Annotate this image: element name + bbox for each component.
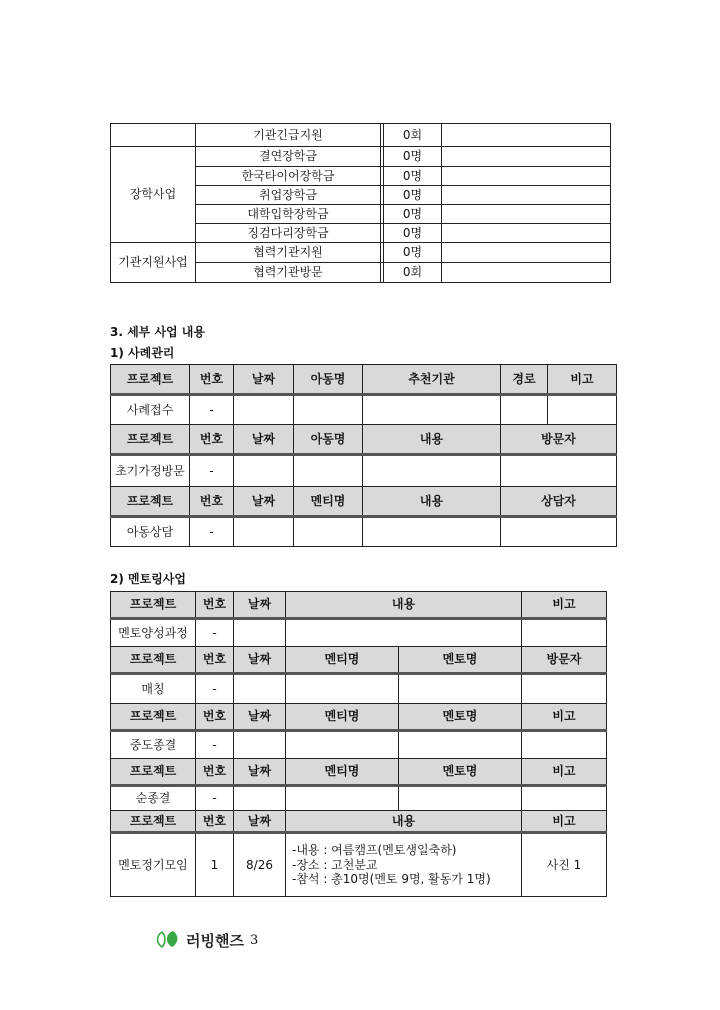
header-cell: 멘티명 (286, 647, 399, 674)
note-cell (442, 205, 611, 224)
header-row (111, 592, 607, 619)
item-cell: 결연장학금 (196, 147, 381, 167)
mentee-name-cell (286, 674, 399, 704)
count-cell: 0명 (384, 167, 442, 186)
project-cell: 중도종결 (111, 731, 196, 759)
leaf-logo-icon (156, 930, 182, 951)
item-cell: 협력기관방문 (196, 263, 381, 283)
number-cell: - (196, 674, 234, 704)
number-cell: - (190, 455, 234, 487)
content-cell (363, 455, 501, 487)
header-cell: 아동명 (294, 425, 363, 455)
date-cell (234, 619, 286, 647)
project-cell: 멘토정기모임 (111, 833, 196, 897)
route-cell (501, 395, 548, 425)
content-cell (363, 517, 501, 547)
table-row (111, 455, 617, 487)
group-cell (111, 124, 196, 147)
mentoring-table (110, 591, 607, 897)
header-cell: 프로젝트 (111, 704, 196, 731)
item-cell: 취업장학금 (196, 186, 381, 205)
date-cell (234, 674, 286, 704)
header-cell: 내용 (363, 487, 501, 517)
header-row (111, 487, 617, 517)
header-cell: 멘티명 (286, 759, 399, 786)
count-cell: 0회 (384, 124, 442, 147)
header-row (111, 704, 607, 731)
item-cell: 기관긴급지원 (196, 124, 381, 147)
project-cell: 순종결 (111, 786, 196, 811)
note-cell (442, 263, 611, 283)
date-cell (234, 517, 294, 547)
project-cell: 사례접수 (111, 395, 190, 425)
header-cell: 내용 (286, 811, 522, 833)
summary-table (110, 123, 611, 283)
count-cell: 0명 (384, 186, 442, 205)
table-row (111, 833, 607, 897)
item-cell: 대학입학장학금 (196, 205, 381, 224)
table-row (111, 731, 607, 759)
header-cell: 추천기관 (363, 365, 501, 395)
note-cell (442, 147, 611, 167)
count-cell: 0명 (384, 243, 442, 263)
note-cell (548, 395, 617, 425)
header-cell: 날짜 (234, 592, 286, 619)
header-cell: 날짜 (234, 647, 286, 674)
mentor-name-cell (399, 786, 522, 811)
table-row (111, 517, 617, 547)
note-cell: 사진 1 (522, 833, 607, 897)
mentor-name-cell (399, 731, 522, 759)
group-cell: 장학사업 (111, 147, 196, 243)
header-cell: 프로젝트 (111, 425, 190, 455)
item-cell: 한국타이어장학금 (196, 167, 381, 186)
header-row (111, 811, 607, 833)
header-cell: 경로 (501, 365, 548, 395)
footer (156, 930, 258, 951)
content-cell (286, 619, 522, 647)
header-cell: 프로젝트 (111, 592, 196, 619)
number-cell: - (196, 786, 234, 811)
number-cell: 1 (196, 833, 234, 897)
group-cell: 기관지원사업 (111, 243, 196, 283)
header-cell: 프로젝트 (111, 365, 190, 395)
number-cell: - (190, 517, 234, 547)
header-cell: 번호 (190, 365, 234, 395)
date-cell (234, 786, 286, 811)
header-cell: 프로젝트 (111, 647, 196, 674)
header-cell: 멘티명 (294, 487, 363, 517)
project-cell: 멘토양성과정 (111, 619, 196, 647)
header-cell: 날짜 (234, 425, 294, 455)
count-cell: 0명 (384, 224, 442, 243)
note-cell (442, 186, 611, 205)
header-cell: 번호 (196, 704, 234, 731)
project-cell: 아동상담 (111, 517, 190, 547)
note-cell (522, 786, 607, 811)
header-cell: 번호 (196, 647, 234, 674)
date-cell (234, 731, 286, 759)
header-cell: 비고 (548, 365, 617, 395)
note-cell (442, 224, 611, 243)
header-cell: 비고 (522, 759, 607, 786)
content-cell (286, 833, 522, 897)
counselor-cell (501, 517, 617, 547)
note-cell (522, 731, 607, 759)
header-cell: 번호 (196, 759, 234, 786)
header-cell: 프로젝트 (111, 811, 196, 833)
content-line: -장소 : 고천분교 (292, 857, 378, 872)
header-cell: 날짜 (234, 811, 286, 833)
header-cell: 비고 (522, 592, 607, 619)
table-row (111, 395, 617, 425)
visitor-cell (522, 674, 607, 704)
count-cell: 0회 (384, 263, 442, 283)
note-cell (522, 619, 607, 647)
brand-name: 러빙핸즈 (186, 932, 244, 950)
header-cell: 멘토명 (399, 704, 522, 731)
subsection-title-case: 1) 사례관리 (110, 346, 175, 360)
mentee-name-cell (294, 517, 363, 547)
date-cell: 8/26 (234, 833, 286, 897)
date-cell (234, 455, 294, 487)
header-cell: 방문자 (522, 647, 607, 674)
subsection-title-mentoring: 2) 멘토링사업 (110, 572, 186, 586)
table-row (111, 674, 607, 704)
number-cell: - (196, 731, 234, 759)
mentee-name-cell (286, 786, 399, 811)
header-cell: 번호 (190, 425, 234, 455)
header-cell: 멘토명 (399, 759, 522, 786)
header-row (111, 365, 617, 395)
number-cell: - (190, 395, 234, 425)
agency-cell (363, 395, 501, 425)
header-cell: 프로젝트 (111, 487, 190, 517)
number-cell: - (196, 619, 234, 647)
header-cell: 번호 (196, 811, 234, 833)
header-cell: 멘티명 (286, 704, 399, 731)
header-cell: 멘토명 (399, 647, 522, 674)
content-line: -참석 : 총10명(멘토 9명, 활동가 1명) (292, 872, 491, 887)
header-cell: 날짜 (234, 704, 286, 731)
mentee-name-cell (286, 731, 399, 759)
note-cell (442, 124, 611, 147)
section-title: 3. 세부 사업 내용 (110, 325, 205, 339)
header-row (111, 425, 617, 455)
header-cell: 내용 (286, 592, 522, 619)
table-row (111, 619, 607, 647)
note-cell (442, 167, 611, 186)
header-cell: 방문자 (501, 425, 617, 455)
visitor-cell (501, 455, 617, 487)
header-cell: 비고 (522, 704, 607, 731)
child-name-cell (294, 455, 363, 487)
header-cell: 번호 (190, 487, 234, 517)
header-cell: 내용 (363, 425, 501, 455)
date-cell (234, 395, 294, 425)
project-cell: 매칭 (111, 674, 196, 704)
item-cell: 징검다리장학금 (196, 224, 381, 243)
header-row (111, 647, 607, 674)
note-cell (442, 243, 611, 263)
content-line: -내용 : 여름캠프(멘토생일축하) (292, 843, 457, 858)
header-cell: 날짜 (234, 487, 294, 517)
count-cell: 0명 (384, 147, 442, 167)
child-name-cell (294, 395, 363, 425)
project-cell: 초기가정방문 (111, 455, 190, 487)
item-cell: 협력기관지원 (196, 243, 381, 263)
table-row (111, 786, 607, 811)
header-cell: 날짜 (234, 759, 286, 786)
page-number: 3 (249, 933, 259, 948)
header-cell: 날짜 (234, 365, 294, 395)
mentor-name-cell (399, 674, 522, 704)
header-cell: 비고 (522, 811, 607, 833)
header-row (111, 759, 607, 786)
case-management-table (110, 364, 617, 547)
header-cell: 상담자 (501, 487, 617, 517)
header-cell: 아동명 (294, 365, 363, 395)
header-cell: 프로젝트 (111, 759, 196, 786)
count-cell: 0명 (384, 205, 442, 224)
header-cell: 번호 (196, 592, 234, 619)
